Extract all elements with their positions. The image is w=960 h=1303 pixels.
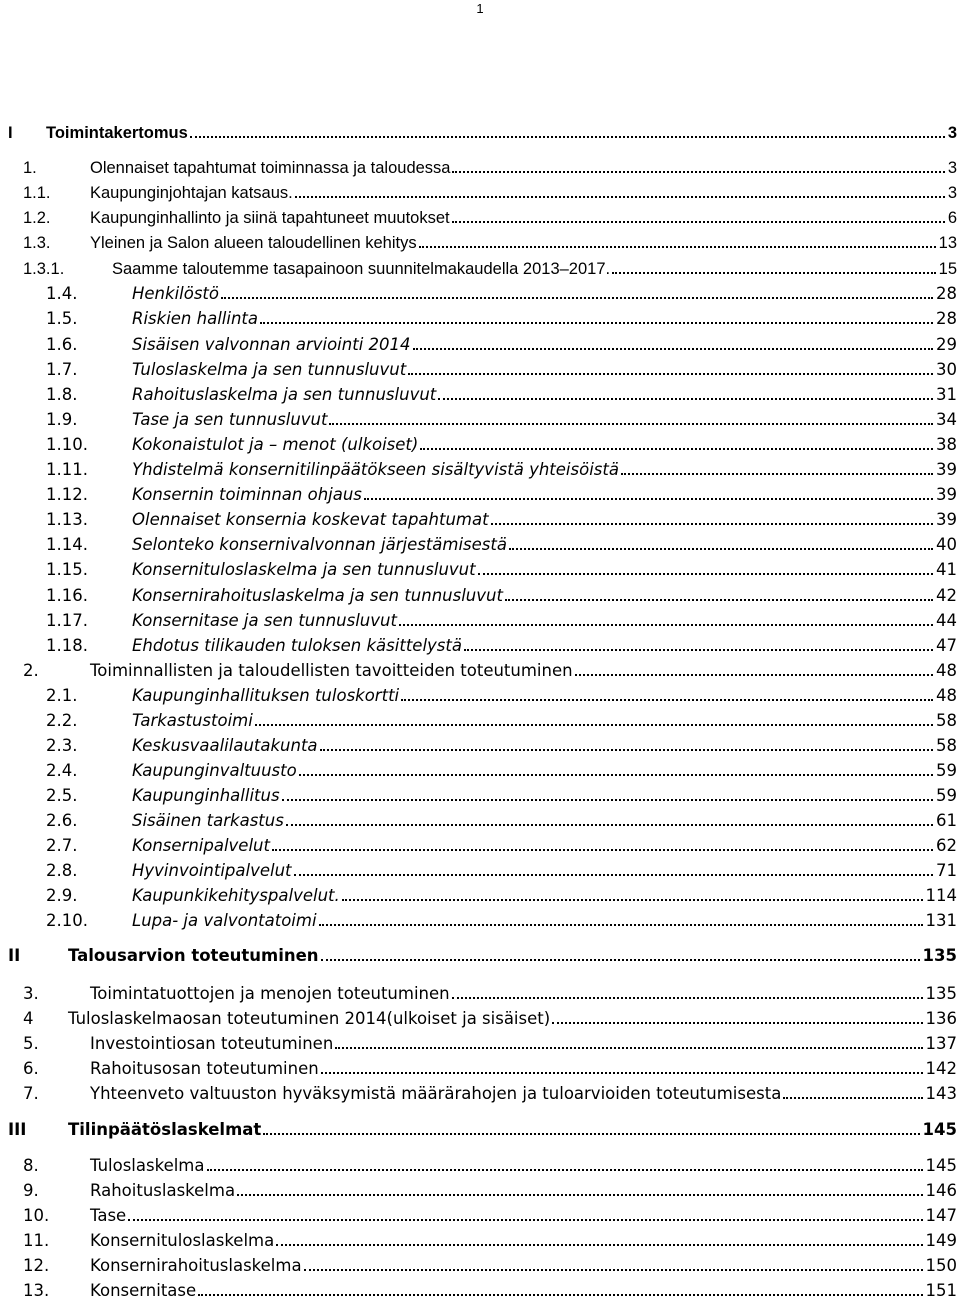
toc-entry-page: 47: [935, 634, 957, 658]
toc-entry-title: Selonteko konsernivalvonnan järjestämisestä: [132, 535, 507, 554]
toc-entry-title: Talousarvion toteutuminen: [68, 946, 319, 965]
toc-entry-title: Tarkastustoimi: [132, 711, 253, 730]
toc-entry[interactable]: [0, 458, 960, 482]
toc-entry-page: 59: [935, 784, 957, 808]
toc-entry-page: 137: [925, 1032, 958, 1056]
toc-entry[interactable]: [0, 483, 960, 507]
dot-leader: [335, 1047, 922, 1049]
toc-entry-title: Kaupunginjohtajan katsaus.: [90, 184, 293, 202]
toc-entry-number: 1.1.: [23, 184, 51, 202]
toc-entry-number: 4: [23, 1009, 34, 1028]
toc-entry-title: Sisäisen valvonnan arviointi 2014: [132, 335, 411, 354]
toc-entry-page: 59: [935, 759, 957, 783]
toc-entry[interactable]: [0, 809, 960, 833]
toc-entry-page: 13: [938, 231, 957, 255]
toc-entry-number: 1.11.: [46, 460, 88, 479]
toc-entry-number: 1.18.: [46, 636, 88, 655]
toc-entry-number: 9.: [23, 1181, 39, 1200]
toc-entry[interactable]: [0, 231, 960, 255]
toc-entry[interactable]: [0, 1057, 960, 1081]
toc-entry[interactable]: [0, 333, 960, 357]
dot-leader: [263, 1133, 919, 1135]
toc-entry[interactable]: [0, 1118, 960, 1142]
toc-entry[interactable]: [0, 834, 960, 858]
toc-entry-page: 42: [935, 584, 957, 608]
toc-entry[interactable]: [0, 206, 960, 230]
toc-entry-number: 2.: [23, 661, 39, 680]
toc-entry-number: 1.6.: [46, 335, 78, 354]
toc-entry-number: 1.4.: [46, 284, 78, 303]
toc-entry-page: 149: [925, 1229, 958, 1253]
toc-entry-title: Toimintatuottojen ja menojen toteutuminen: [90, 984, 450, 1003]
dot-leader: [364, 498, 933, 500]
toc-entry-title: Tase ja sen tunnusluvut: [132, 410, 328, 429]
dot-leader: [438, 398, 933, 400]
dot-leader: [505, 599, 933, 601]
dot-leader: [419, 246, 936, 248]
toc-entry-number: 8.: [23, 1156, 39, 1175]
dot-leader: [295, 196, 945, 198]
toc-entry[interactable]: [0, 358, 960, 382]
toc-entry-number: 1.10.: [46, 435, 88, 454]
page-number: 1: [476, 1, 484, 16]
dot-leader: [408, 373, 933, 375]
toc-entry-page: 30: [935, 358, 957, 382]
toc-entry-number: II: [8, 946, 21, 965]
toc-entry-page: 143: [925, 1082, 958, 1106]
toc-entry-number: 1.13.: [46, 510, 88, 529]
toc-entry[interactable]: [0, 282, 960, 306]
toc-entry[interactable]: [0, 156, 960, 180]
toc-entry-number: 10.: [23, 1206, 50, 1225]
toc-entry-title: Lupa- ja valvontatoimi: [132, 911, 317, 930]
dot-leader: [276, 1244, 922, 1246]
toc-entry-page: 131: [925, 909, 958, 933]
toc-entry-page: 29: [935, 333, 957, 357]
dot-leader: [783, 1097, 922, 1099]
toc-entry-title: Konsernirahoituslaskelma: [90, 1256, 302, 1275]
toc-entry-page: 147: [925, 1204, 958, 1228]
toc-entry-page: 58: [935, 734, 957, 758]
toc-entry-number: 2.4.: [46, 761, 78, 780]
toc-entry-title: Konsernitase: [90, 1281, 197, 1300]
toc-entry-title: Rahoituslaskelma: [90, 1181, 236, 1200]
toc-entry-title: Olennaiset konsernia koskevat tapahtumat: [132, 510, 489, 529]
toc-entry[interactable]: [0, 383, 960, 407]
toc-entry-number: 2.7.: [46, 836, 78, 855]
toc-entry[interactable]: [0, 257, 960, 281]
toc-entry-title: Rahoituslaskelma ja sen tunnusluvut: [132, 385, 437, 404]
toc-entry[interactable]: [0, 433, 960, 457]
dot-leader: [552, 1022, 922, 1024]
toc-entry[interactable]: [0, 181, 960, 205]
toc-entry-title: Kaupunginhallituksen tuloskortti: [132, 686, 400, 705]
toc-entry-title: Konsernipalvelut: [132, 836, 270, 855]
toc-entry-title: Tuloslaskelma: [90, 1156, 205, 1175]
dot-leader: [128, 1219, 922, 1221]
toc-entry-number: 1.5.: [46, 309, 78, 328]
dot-leader: [260, 322, 933, 324]
toc-entry-page: 114: [925, 884, 958, 908]
toc-entry-page: 39: [935, 458, 957, 482]
toc-entry-title: Tilinpäätöslaskelmat: [68, 1120, 262, 1139]
toc-entry[interactable]: [0, 759, 960, 783]
toc-entry-title: Riskien hallinta: [132, 309, 258, 328]
toc-entry-number: I: [8, 124, 13, 142]
toc-entry-page: 3: [947, 156, 957, 180]
toc-entry[interactable]: [0, 859, 960, 883]
toc-entry[interactable]: [0, 1279, 960, 1303]
toc-entry-title: Sisäinen tarkastus: [132, 811, 284, 830]
dot-leader: [207, 1169, 923, 1171]
toc-entry-title: Keskusvaalilautakunta: [132, 736, 318, 755]
toc-entry[interactable]: [0, 121, 960, 145]
toc-entry-number: 2.8.: [46, 861, 78, 880]
dot-leader: [319, 924, 923, 926]
toc-entry-number: 1.8.: [46, 385, 78, 404]
dot-leader: [190, 136, 945, 138]
toc-entry-number: 3.: [23, 984, 39, 1003]
toc-entry-number: 1.: [23, 159, 37, 177]
dot-leader: [282, 799, 933, 801]
toc-entry-title: Tase: [90, 1206, 127, 1225]
toc-entry-number: 1.9.: [46, 410, 78, 429]
dot-leader: [464, 649, 933, 651]
toc-entry-number: 2.6.: [46, 811, 78, 830]
dot-leader: [272, 849, 933, 851]
toc-entry-page: 136: [925, 1007, 958, 1031]
toc-entry-title: Ehdotus tilikauden tuloksen käsittelystä: [132, 636, 462, 655]
dot-leader: [452, 171, 944, 173]
toc-entry[interactable]: [0, 909, 960, 933]
toc-entry-page: 39: [935, 508, 957, 532]
toc-entry[interactable]: [0, 558, 960, 582]
toc-entry-title: Investointiosan toteutuminen: [90, 1034, 334, 1053]
dot-leader: [342, 899, 923, 901]
dot-leader: [509, 548, 933, 550]
dot-leader: [612, 272, 936, 274]
toc-entry-number: 2.5.: [46, 786, 78, 805]
toc-entry[interactable]: [0, 1007, 960, 1031]
toc-entry-number: 1.3.1.: [23, 260, 65, 278]
dot-leader: [198, 1294, 922, 1296]
toc-entry-number: 1.14.: [46, 535, 88, 554]
toc-entry[interactable]: [0, 734, 960, 758]
toc-entry-title: Kokonaistulot ja – menot (ulkoiset): [132, 435, 419, 454]
toc-entry-number: 1.15.: [46, 560, 88, 579]
dot-leader: [401, 699, 933, 701]
toc-entry-page: 48: [935, 684, 957, 708]
toc-entry-page: 6: [947, 206, 957, 230]
toc-entry[interactable]: [0, 609, 960, 633]
toc-entry-number: 6.: [23, 1059, 39, 1078]
toc-entry-page: 15: [938, 257, 957, 281]
toc-entry-title: Kaupunginhallinto ja siinä tapahtuneet muutokset: [90, 209, 450, 227]
dot-leader: [221, 297, 933, 299]
toc-entry[interactable]: [0, 944, 960, 968]
toc-entry-title: Yhdistelmä konsernitilinpäätökseen sisältyvistä yhteisöistä: [132, 460, 619, 479]
toc-entry-number: 2.10.: [46, 911, 88, 930]
toc-entry[interactable]: [0, 982, 960, 1006]
dot-leader: [413, 348, 933, 350]
toc-entry[interactable]: [0, 508, 960, 532]
toc-entry-page: 61: [935, 809, 957, 833]
toc-entry[interactable]: [0, 1179, 960, 1203]
toc-entry[interactable]: [0, 584, 960, 608]
dot-leader: [452, 997, 923, 999]
toc-entry-title: Tuloslaskelmaosan toteutuminen 2014(ulkoiset ja sisäiset): [68, 1009, 551, 1028]
toc-entry-number: 1.2.: [23, 209, 51, 227]
toc-entry-page: 38: [935, 433, 957, 457]
toc-entry[interactable]: [0, 1032, 960, 1056]
dot-leader: [321, 959, 920, 961]
toc-entry[interactable]: [0, 884, 960, 908]
toc-entry-title: Konsernitase ja sen tunnusluvut: [132, 611, 397, 630]
toc-entry-page: 58: [935, 709, 957, 733]
toc-entry-number: 1.7.: [46, 360, 78, 379]
toc-entry-page: 44: [935, 609, 957, 633]
toc-entry-page: 39: [935, 483, 957, 507]
toc-entry-title: Tuloslaskelma ja sen tunnusluvut: [132, 360, 407, 379]
toc-entry-page: 135: [922, 944, 957, 968]
toc-entry[interactable]: [0, 533, 960, 557]
toc-entry-number: 1.12.: [46, 485, 88, 504]
toc-entry-number: 2.2.: [46, 711, 78, 730]
dot-leader: [420, 448, 933, 450]
toc-entry-title: Kaupunkikehityspalvelut.: [132, 886, 340, 905]
toc-entry-number: 7.: [23, 1084, 39, 1103]
toc-entry-page: 3: [947, 121, 957, 145]
toc-entry[interactable]: [0, 408, 960, 432]
toc-entry-page: 145: [922, 1118, 957, 1142]
toc-entry[interactable]: [0, 307, 960, 331]
toc-entry-page: 31: [935, 383, 957, 407]
toc-entry[interactable]: [0, 1254, 960, 1278]
toc-entry[interactable]: [0, 659, 960, 683]
toc-entry[interactable]: [0, 1082, 960, 1106]
toc-entry-page: 28: [935, 307, 957, 331]
dot-leader: [321, 1072, 923, 1074]
dot-leader: [320, 749, 933, 751]
toc-entry-title: Toimintakertomus: [46, 124, 188, 142]
toc-entry[interactable]: [0, 784, 960, 808]
toc-entry-title: Yleinen ja Salon alueen taloudellinen kehitys: [90, 234, 417, 252]
toc-entry-page: 40: [935, 533, 957, 557]
toc-entry-page: 71: [935, 859, 957, 883]
toc-entry[interactable]: [0, 634, 960, 658]
toc-entry-title: Hyvinvointipalvelut: [132, 861, 292, 880]
toc-entry-number: 2.9.: [46, 886, 78, 905]
toc-entry-page: 48: [935, 659, 957, 683]
toc-entry-page: 3: [947, 181, 957, 205]
toc-entry-page: 62: [935, 834, 957, 858]
toc-entry-page: 135: [925, 982, 958, 1006]
dot-leader: [329, 423, 933, 425]
toc-entry-number: 13.: [23, 1281, 50, 1300]
toc-entry-page: 151: [925, 1279, 958, 1303]
toc-entry-page: 41: [935, 558, 957, 582]
toc-entry-number: 2.1.: [46, 686, 78, 705]
dot-leader: [286, 824, 933, 826]
dot-leader: [294, 874, 933, 876]
toc-entry-number: III: [8, 1120, 27, 1139]
toc-entry-page: 146: [925, 1179, 958, 1203]
dot-leader: [621, 473, 933, 475]
toc-entry-page: 28: [935, 282, 957, 306]
toc-entry-title: Konsernin toiminnan ohjaus: [132, 485, 362, 504]
toc-entry-title: Olennaiset tapahtumat toiminnassa ja taloudessa: [90, 159, 451, 177]
toc-entry-number: 1.3.: [23, 234, 51, 252]
toc-entry-title: Konsernirahoituslaskelma ja sen tunnusluvut: [132, 586, 503, 605]
toc-entry-title: Kaupunginhallitus: [132, 786, 280, 805]
toc-entry-number: 1.16.: [46, 586, 88, 605]
toc-entry-number: 2.3.: [46, 736, 78, 755]
dot-leader: [452, 221, 945, 223]
toc-entry-title: Konsernituloslaskelma ja sen tunnusluvut: [132, 560, 476, 579]
toc-entry[interactable]: [0, 1204, 960, 1228]
toc-entry-page: 145: [925, 1154, 958, 1178]
dot-leader: [304, 1269, 923, 1271]
toc-entry-title: Saamme taloutemme tasapainoon suunnitelmakaudella 2013–2017.: [112, 260, 611, 278]
toc-entry[interactable]: [0, 1154, 960, 1178]
toc-entry[interactable]: [0, 709, 960, 733]
toc-entry-number: 5.: [23, 1034, 39, 1053]
toc-entry-title: Rahoitusosan toteutuminen: [90, 1059, 319, 1078]
dot-leader: [575, 674, 933, 676]
dot-leader: [399, 624, 933, 626]
toc-entry[interactable]: [0, 1229, 960, 1253]
toc-entry-title: Yhteenveto valtuuston hyväksymistä määrärahojen ja tuloarvioiden toteutumisesta: [90, 1084, 782, 1103]
dot-leader: [299, 774, 933, 776]
toc-entry[interactable]: [0, 684, 960, 708]
dot-leader: [237, 1194, 922, 1196]
toc-entry-title: Konsernituloslaskelma: [90, 1231, 275, 1250]
toc-entry-title: Henkilöstö: [132, 284, 219, 303]
toc-entry-title: Kaupunginvaltuusto: [132, 761, 297, 780]
dot-leader: [491, 523, 933, 525]
dot-leader: [255, 724, 933, 726]
toc-entry-number: 1.17.: [46, 611, 88, 630]
toc-entry-number: 11.: [23, 1231, 50, 1250]
toc-entry-title: Toiminnallisten ja taloudellisten tavoitteiden toteutuminen: [90, 661, 573, 680]
toc-entry-number: 12.: [23, 1256, 50, 1275]
toc-entry-page: 142: [925, 1057, 958, 1081]
toc-entry-page: 34: [935, 408, 957, 432]
toc-entry-page: 150: [925, 1254, 958, 1278]
dot-leader: [478, 573, 933, 575]
